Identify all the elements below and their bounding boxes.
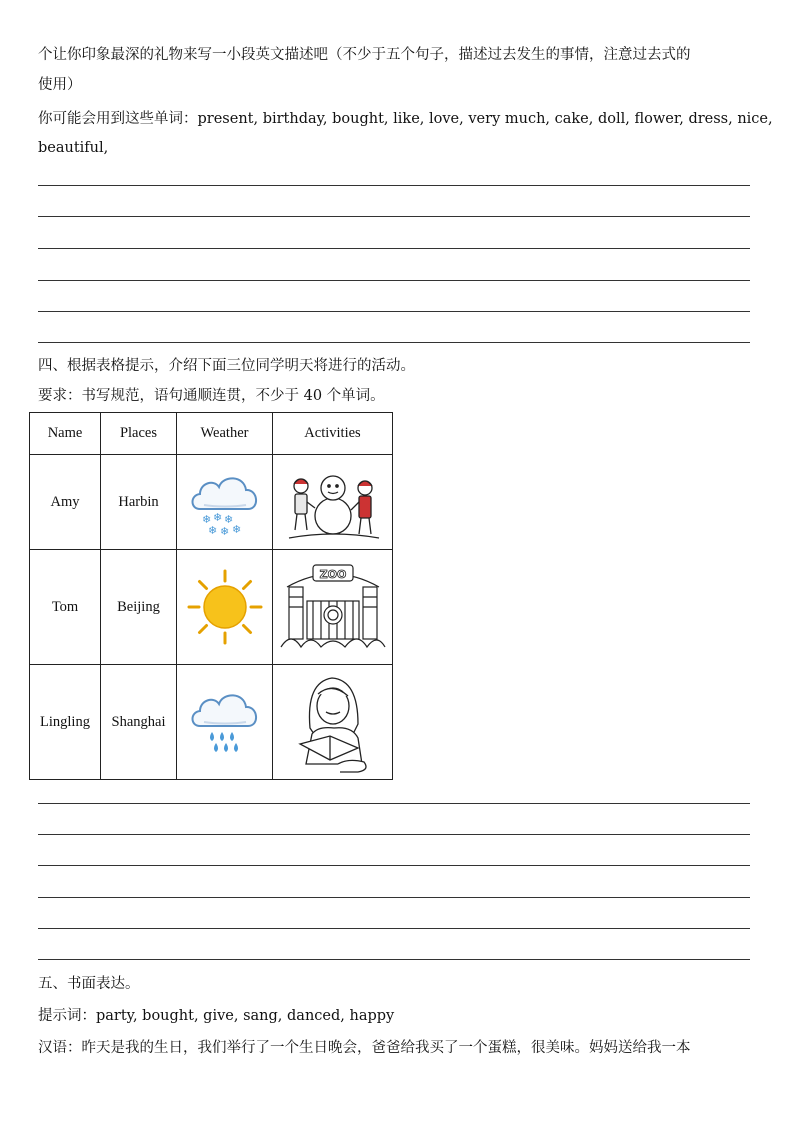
intro-line-1: 个让你印象最深的礼物来写一小段英文描述吧（不少于五个句子，描述过去发生的事情，注意过去式的: [38, 47, 691, 63]
snowflake-icon: ❄: [219, 525, 229, 538]
table-row: [30, 665, 393, 780]
cell-place: Harbin: [101, 455, 177, 550]
cell-name: Amy: [30, 455, 101, 550]
section-5-title: 五、书面表达。: [38, 976, 140, 992]
girl-reading-picture: [288, 668, 378, 776]
zoo-sign-text: ZOO: [319, 568, 346, 581]
raindrop-icon: [224, 743, 228, 752]
raindrop-icon: [220, 732, 224, 741]
table-row: [30, 455, 393, 550]
writing-line[interactable]: [38, 897, 750, 898]
building-snowman-picture: [283, 458, 383, 546]
writing-line[interactable]: [38, 248, 750, 249]
cell-activity: [273, 455, 393, 550]
raindrop-icon: [210, 732, 214, 741]
intro-line-2: 使用）: [38, 77, 82, 93]
zoo-picture: [279, 557, 387, 657]
snowflake-icon: ❄: [201, 513, 211, 526]
writing-line[interactable]: [38, 311, 750, 312]
cell-place: Shanghai: [101, 665, 177, 780]
snow-cloud-icon: [186, 463, 264, 541]
writing-line[interactable]: [38, 803, 750, 804]
section-5-chinese-prompt: 汉语：昨天是我的生日，我们举行了一个生日晚会，爸爸给我买了一个蛋糕，很美味。妈妈送给我一本: [38, 1040, 691, 1056]
section-4-title: 四、根据表格提示，介绍下面三位同学明天将进行的活动。: [38, 358, 415, 374]
cell-place: Beijing: [101, 550, 177, 665]
rain-cloud-icon: [186, 682, 264, 762]
cell-activity: [273, 550, 393, 665]
section-5-keywords: 提示词：party, bought, give, sang, danced, happy: [38, 1008, 395, 1024]
raindrop-icon: [230, 732, 234, 741]
writing-line[interactable]: [38, 185, 750, 186]
writing-line[interactable]: [38, 959, 750, 960]
header-name: Name: [30, 413, 101, 455]
raindrop-icon: [234, 743, 238, 752]
writing-line[interactable]: [38, 865, 750, 866]
snowflake-icon: ❄: [212, 511, 222, 524]
cell-weather: [177, 455, 273, 550]
raindrop-icon: [214, 743, 218, 752]
cell-name: Lingling: [30, 665, 101, 780]
writing-line[interactable]: [38, 280, 750, 281]
header-places: Places: [101, 413, 177, 455]
cell-name: Tom: [30, 550, 101, 665]
word-hint-continued: beautiful,: [38, 140, 109, 156]
table-header-row: [30, 413, 393, 455]
snowflake-icon: ❄: [231, 523, 241, 536]
sun-icon: [185, 567, 265, 647]
writing-line[interactable]: [38, 834, 750, 835]
cell-weather: [177, 550, 273, 665]
writing-line[interactable]: [38, 216, 750, 217]
snowflake-icon: ❄: [207, 524, 217, 537]
cell-weather: [177, 665, 273, 780]
section-4-requirement: 要求：书写规范，语句通顺连贯，不少于 40 个单词。: [38, 388, 385, 404]
header-weather: Weather: [177, 413, 273, 455]
snowflake-icon: ❄: [223, 513, 233, 526]
cell-activity: [273, 665, 393, 780]
table-row: [30, 550, 393, 665]
activity-table: [29, 412, 393, 780]
header-activities: Activities: [273, 413, 393, 455]
writing-line[interactable]: [38, 342, 750, 343]
word-hint: 你可能会用到这些单词：present, birthday, bought, like, love, very much, cake, doll, flower, dress, nice,: [38, 111, 773, 127]
writing-line[interactable]: [38, 928, 750, 929]
